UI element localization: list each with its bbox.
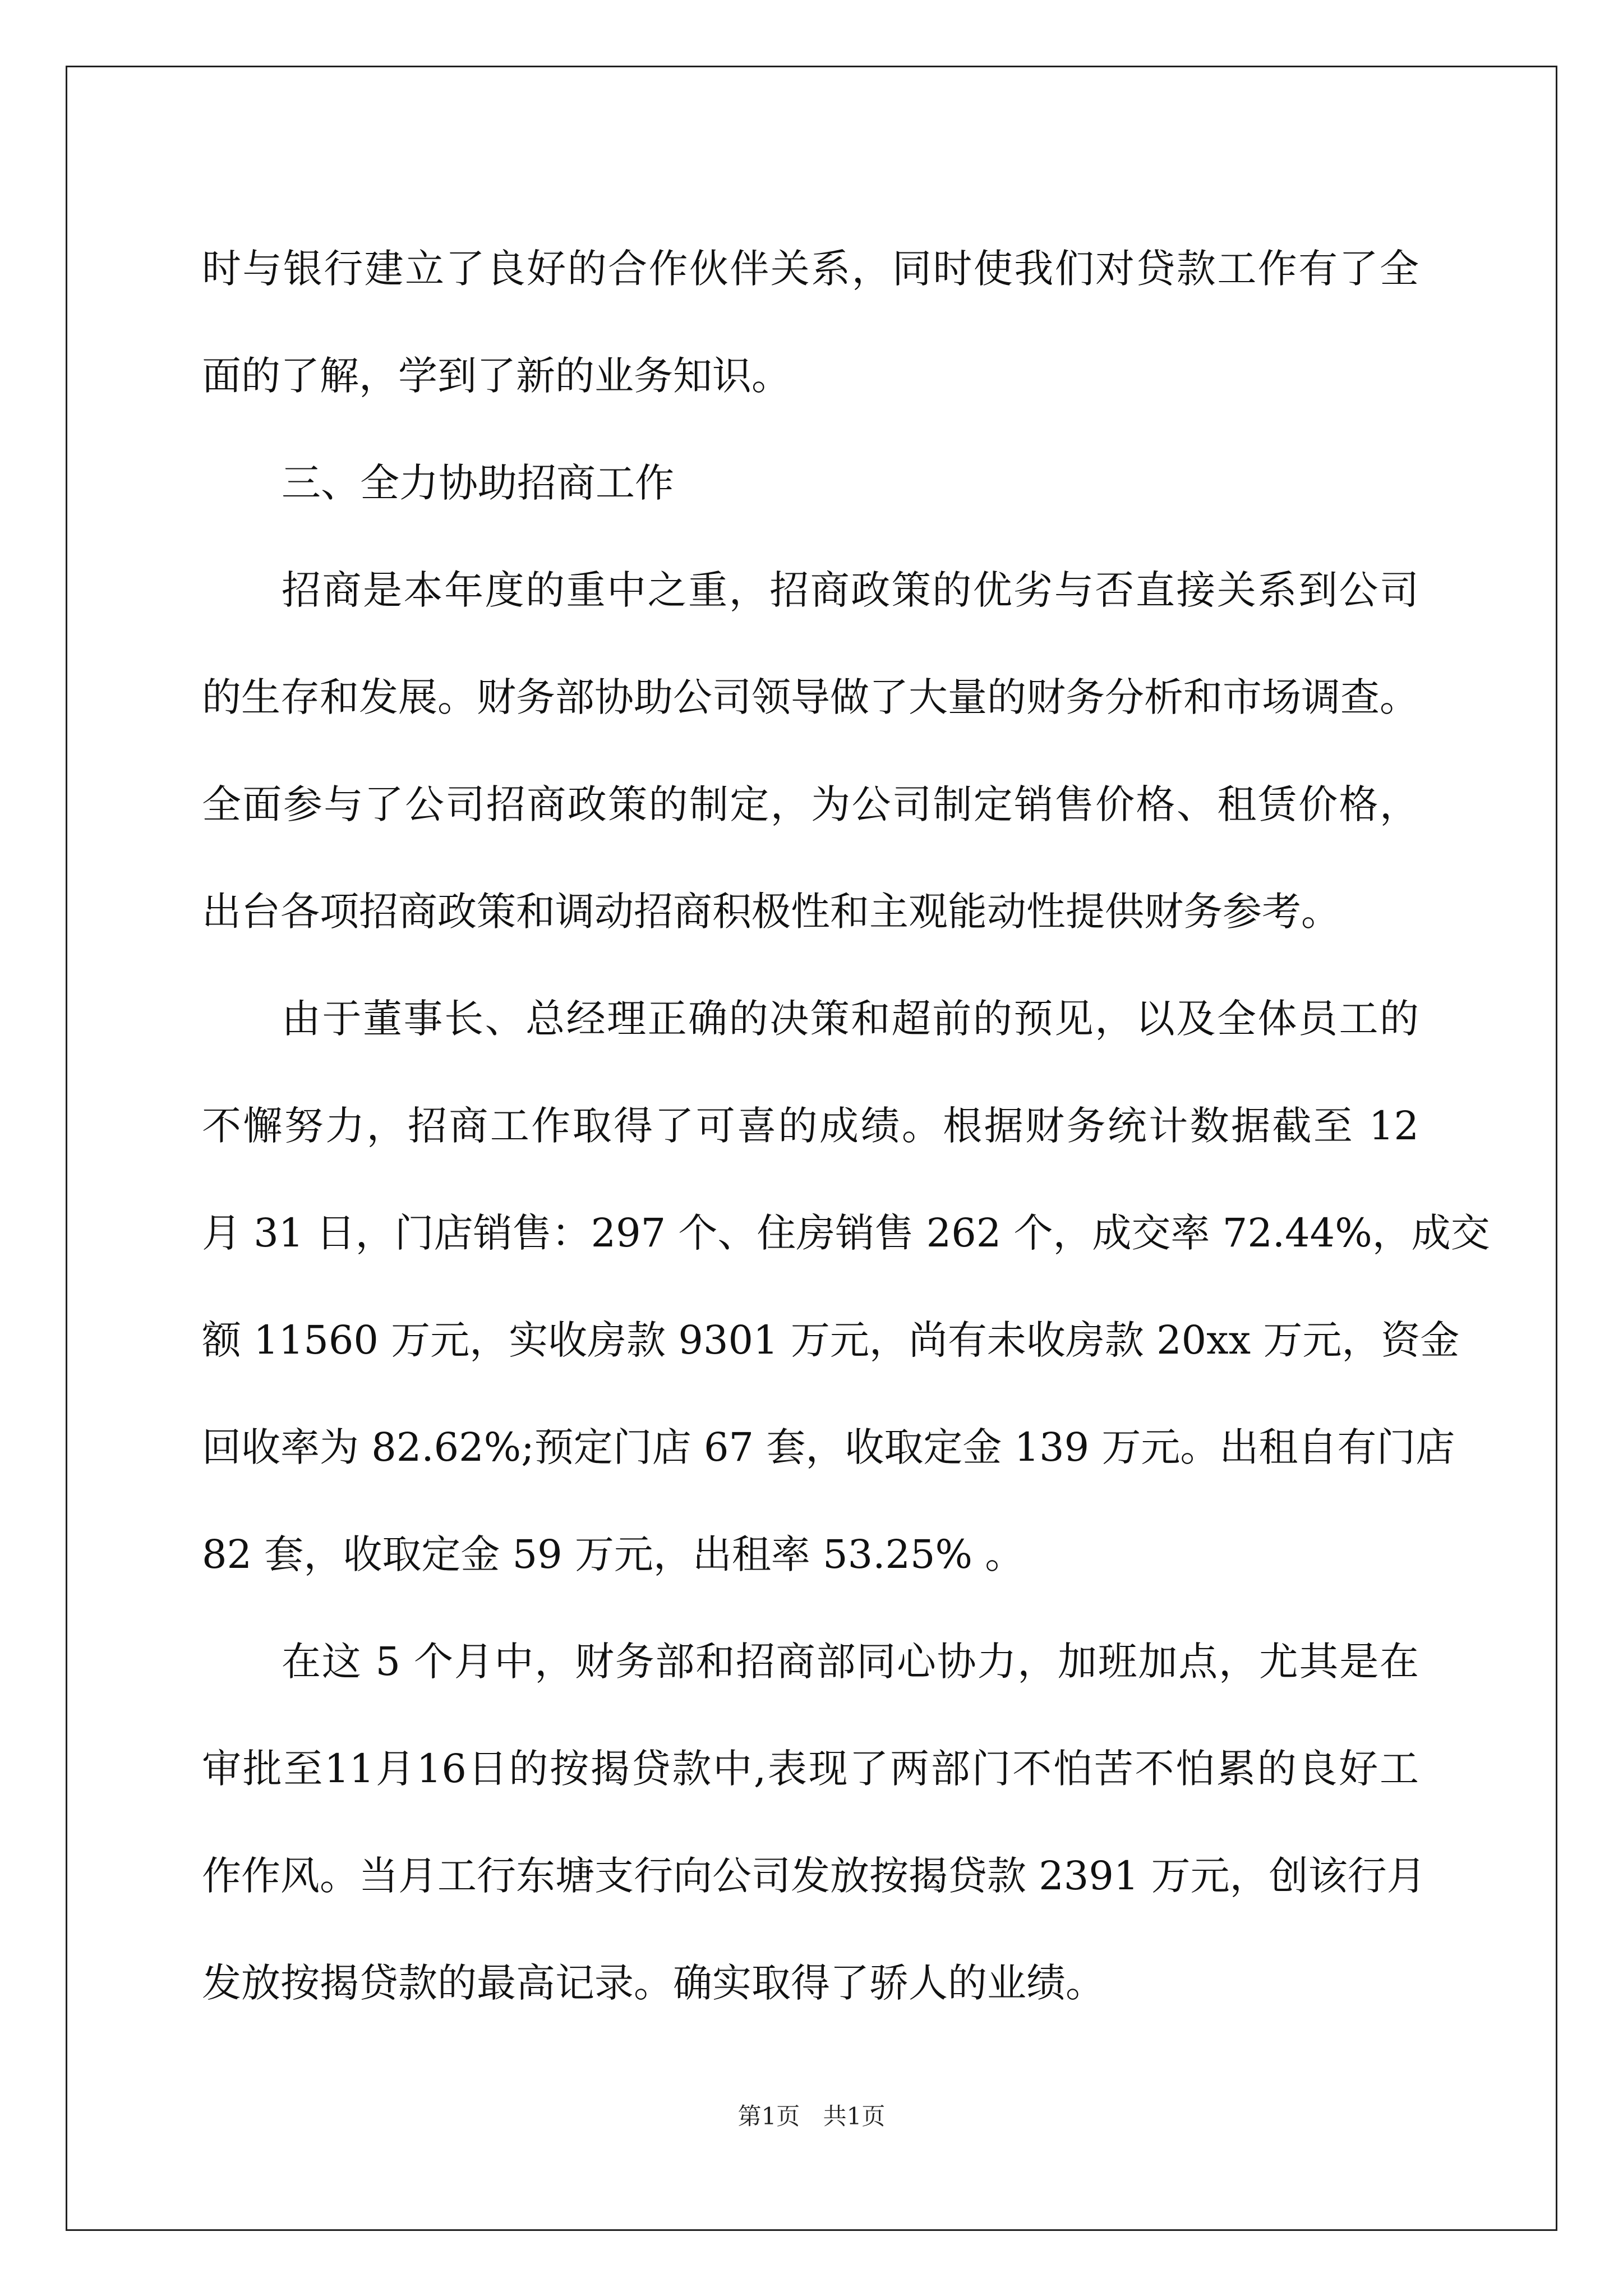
text-line: 全面参与了公司招商政策的制定，为公司制定销售价格、租赁价格， — [202, 781, 1419, 827]
page-footer — [0, 2098, 1623, 2132]
text-line: 不懈努力，招商工作取得了可喜的成绩。根据财务统计数据截至 12 — [202, 1103, 1419, 1149]
document-body — [202, 215, 1490, 2037]
text-line: 审批至11月16日的按揭贷款中,表现了两部门不怕苦不怕累的良好工 — [202, 1746, 1419, 1792]
text-line: 在这 5 个月中，财务部和招商部同心协力，加班加点，尤其是在 — [282, 1639, 1419, 1685]
section-heading: 三、全力协助招商工作 — [282, 460, 674, 506]
text-line: 的生存和发展。财务部协助公司领导做了大量的财务分析和市场调查。 — [202, 674, 1419, 720]
text-line: 发放按揭贷款的最高记录。确实取得了骄人的业绩。 — [202, 1960, 1105, 2006]
text-line: 作作风。当月工行东塘支行向公司发放按揭贷款 2391 万元，创该行月 — [202, 1853, 1426, 1899]
text-line: 月 31 日，门店销售：297 个、住房销售 262 个，成交率 72.44%，成交 — [202, 1210, 1490, 1256]
text-line: 82 套，收取定金 59 万元，出租率 53.25% 。 — [202, 1531, 1025, 1577]
text-line: 由于董事长、总经理正确的决策和超前的预见，以及全体员工的 — [282, 996, 1419, 1042]
text-line: 回收率为 82.62%;预定门店 67 套，收取定金 139 万元。出租自有门店 — [202, 1424, 1455, 1470]
page-total: 共1页 — [823, 2102, 886, 2130]
text-line: 出台各项招商政策和调动招商积极性和主观能动性提供财务参考。 — [202, 889, 1340, 935]
text-line: 时与银行建立了良好的合作伙伴关系，同时使我们对贷款工作有了全 — [202, 246, 1419, 292]
text-line: 面的了解，学到了新的业务知识。 — [202, 353, 791, 399]
page-number: 第1页 — [737, 2102, 800, 2130]
text-line: 额 11560 万元，实收房款 9301 万元，尚有未收房款 20xx 万元，资金 — [202, 1317, 1460, 1363]
text-line: 招商是本年度的重中之重，招商政策的优劣与否直接关系到公司 — [282, 567, 1419, 613]
